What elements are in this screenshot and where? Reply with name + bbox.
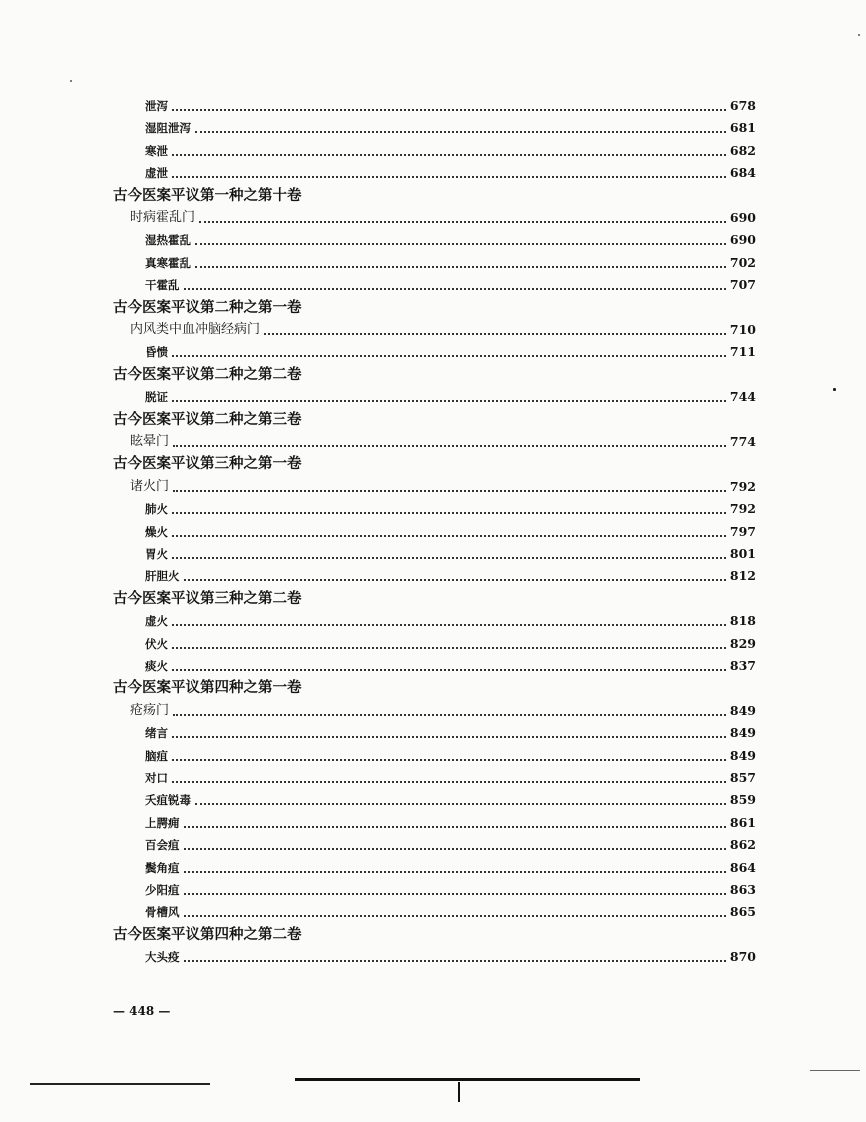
toc-entry [145, 343, 756, 361]
toc-entry-label: 湿阻泄泻 [145, 121, 191, 135]
section-heading: 古今医案平议第三种之第一卷 [113, 455, 302, 472]
toc-entry [145, 523, 756, 541]
dot-leader [173, 445, 726, 447]
toc-entry-page: 837 [729, 658, 756, 673]
toc-entry-label: 少阳疽 [145, 883, 180, 897]
toc-entry-label: 伏火 [145, 637, 168, 651]
toc-entry-page: 797 [729, 524, 756, 539]
toc-entry-label: 真寒霍乱 [145, 256, 191, 270]
toc-entry-page: 702 [729, 255, 756, 270]
toc-entry-page: 849 [729, 748, 756, 763]
toc-entry [145, 142, 756, 160]
section-heading: 古今医案平议第二种之第一卷 [113, 299, 302, 316]
dot-leader [184, 579, 726, 581]
toc-entry-label: 干霍乱 [145, 278, 180, 292]
toc-entry [130, 702, 756, 720]
toc-entry-label: 眩晕门 [130, 434, 170, 449]
section-heading: 古今医案平议第一种之第十卷 [113, 187, 302, 204]
toc-entry-page: 690 [729, 210, 756, 225]
toc-entry [145, 769, 756, 787]
dot-leader [172, 400, 726, 402]
toc-entry-label: 燥火 [145, 525, 168, 539]
toc-entry-label: 夭疽锐毒 [145, 793, 191, 807]
toc-entry-page: 829 [729, 636, 756, 651]
toc-entry-page: 863 [729, 882, 756, 897]
scan-speck [70, 80, 72, 82]
dot-leader [184, 826, 726, 828]
toc-entry [145, 97, 756, 115]
toc-entry-page: 870 [729, 949, 756, 964]
toc-entry-label: 脱证 [145, 390, 168, 404]
dot-leader [195, 803, 726, 805]
dot-leader [195, 266, 726, 268]
toc-entry-page: 792 [729, 479, 756, 494]
toc-entry-label: 胃火 [145, 547, 168, 561]
toc-entry [145, 119, 756, 137]
dot-leader [173, 714, 726, 716]
toc-entry-page: 684 [729, 165, 756, 180]
scan-edge-line [458, 1082, 460, 1102]
toc-entry-label: 内风类中血冲脑经病门 [130, 322, 261, 337]
toc-entry-label: 虚泄 [145, 166, 168, 180]
toc-entry [145, 254, 756, 272]
toc-entry-page: 864 [729, 860, 756, 875]
dot-leader [172, 759, 726, 761]
section-heading: 古今医案平议第二种之第三卷 [113, 411, 302, 428]
toc-entry-page: 744 [729, 389, 756, 404]
toc-entry-label: 绪言 [145, 726, 168, 740]
toc-entry-label: 肺火 [145, 502, 168, 516]
toc-entry [145, 724, 756, 742]
dot-leader [172, 669, 726, 671]
dot-leader [172, 647, 726, 649]
dot-leader [172, 176, 726, 178]
dot-leader [172, 624, 726, 626]
dot-leader [184, 871, 726, 873]
toc-entry [145, 903, 756, 921]
toc-entry-page: 678 [729, 98, 756, 113]
dot-leader [195, 131, 726, 133]
toc-entry-label: 泄泻 [145, 99, 168, 113]
toc-entry-label: 虚火 [145, 614, 168, 628]
section-heading: 古今医案平议第四种之第二卷 [113, 926, 302, 943]
toc-entry [145, 791, 756, 809]
section-heading: 古今医案平议第三种之第二卷 [113, 590, 302, 607]
toc-entry [145, 948, 756, 966]
toc-entry [130, 209, 756, 227]
toc-entry-page: 812 [729, 568, 756, 583]
toc-entry-label: 诸火门 [130, 479, 170, 494]
toc-entry-page: 774 [729, 434, 756, 449]
toc-entry [145, 747, 756, 765]
toc-entry-page: 682 [729, 143, 756, 158]
toc-entry [130, 478, 756, 496]
toc-entry [145, 545, 756, 563]
toc-entry-label: 大头疫 [145, 950, 180, 964]
toc-entry [130, 433, 756, 451]
toc-entry-page: 849 [729, 703, 756, 718]
toc-entry-page: 862 [729, 837, 756, 852]
dot-leader [172, 512, 726, 514]
toc-entry [145, 814, 756, 832]
toc-entry-label: 上腭痈 [145, 816, 180, 830]
toc-entry [145, 388, 756, 406]
toc-entry-page: 681 [729, 120, 756, 135]
toc-entry-label: 昏愦 [145, 345, 168, 359]
toc-entry [145, 881, 756, 899]
dot-leader [184, 848, 726, 850]
toc-entry [130, 321, 756, 339]
toc-entry-label: 寒泄 [145, 144, 168, 158]
dot-leader [172, 154, 726, 156]
toc-entry-page: 801 [729, 546, 756, 561]
toc-entry [145, 567, 756, 585]
toc-entry [145, 276, 756, 294]
toc-entry-page: 711 [729, 344, 756, 359]
toc-entry-page: 849 [729, 725, 756, 740]
dot-leader [172, 355, 726, 357]
dot-leader [184, 960, 726, 962]
toc-entry-label: 对口 [145, 771, 168, 785]
toc-entry-label: 痰火 [145, 659, 168, 673]
toc-entry-page: 861 [729, 815, 756, 830]
toc-entry [145, 836, 756, 854]
scan-edge-line [30, 1083, 210, 1085]
scan-edge-line [810, 1070, 860, 1071]
dot-leader [172, 781, 726, 783]
toc-entry-label: 脑疽 [145, 749, 168, 763]
toc-entry-page: 690 [729, 232, 756, 247]
toc-entry [145, 635, 756, 653]
section-heading: 古今医案平议第二种之第二卷 [113, 366, 302, 383]
toc-entry-page: 865 [729, 904, 756, 919]
toc-entry [145, 231, 756, 249]
scan-speck [833, 388, 836, 391]
section-heading: 古今医案平议第四种之第一卷 [113, 679, 302, 696]
toc-entry [145, 612, 756, 630]
toc-entry [145, 164, 756, 182]
toc-entry-page: 818 [729, 613, 756, 628]
dot-leader [173, 490, 726, 492]
dot-leader [184, 288, 726, 290]
toc-entry-page: 857 [729, 770, 756, 785]
toc-entry-label: 肝胆火 [145, 569, 180, 583]
toc-entry [145, 500, 756, 518]
toc-entry-label: 时病霍乱门 [130, 210, 196, 225]
dot-leader [172, 535, 726, 537]
dot-leader [184, 893, 726, 895]
toc-entry-page: 707 [729, 277, 756, 292]
page-number: — 448 — [113, 1004, 171, 1018]
toc-entry-label: 百会疽 [145, 838, 180, 852]
scan-speck [858, 34, 860, 36]
dot-leader [264, 333, 726, 335]
dot-leader [172, 557, 726, 559]
dot-leader [195, 243, 726, 245]
dot-leader [184, 915, 726, 917]
dot-leader [172, 109, 726, 111]
toc-entry-page: 859 [729, 792, 756, 807]
dot-leader [172, 736, 726, 738]
toc-entry-label: 湿热霍乱 [145, 233, 191, 247]
scan-edge-line [295, 1078, 640, 1081]
toc-entry-label: 鬓角疽 [145, 861, 180, 875]
toc-entry-page: 792 [729, 501, 756, 516]
toc-entry-page: 710 [729, 322, 756, 337]
toc-entry-label: 疮疡门 [130, 703, 170, 718]
toc-entry [145, 657, 756, 675]
dot-leader [199, 221, 726, 223]
toc-entry-label: 骨槽风 [145, 905, 180, 919]
toc-entry [145, 859, 756, 877]
